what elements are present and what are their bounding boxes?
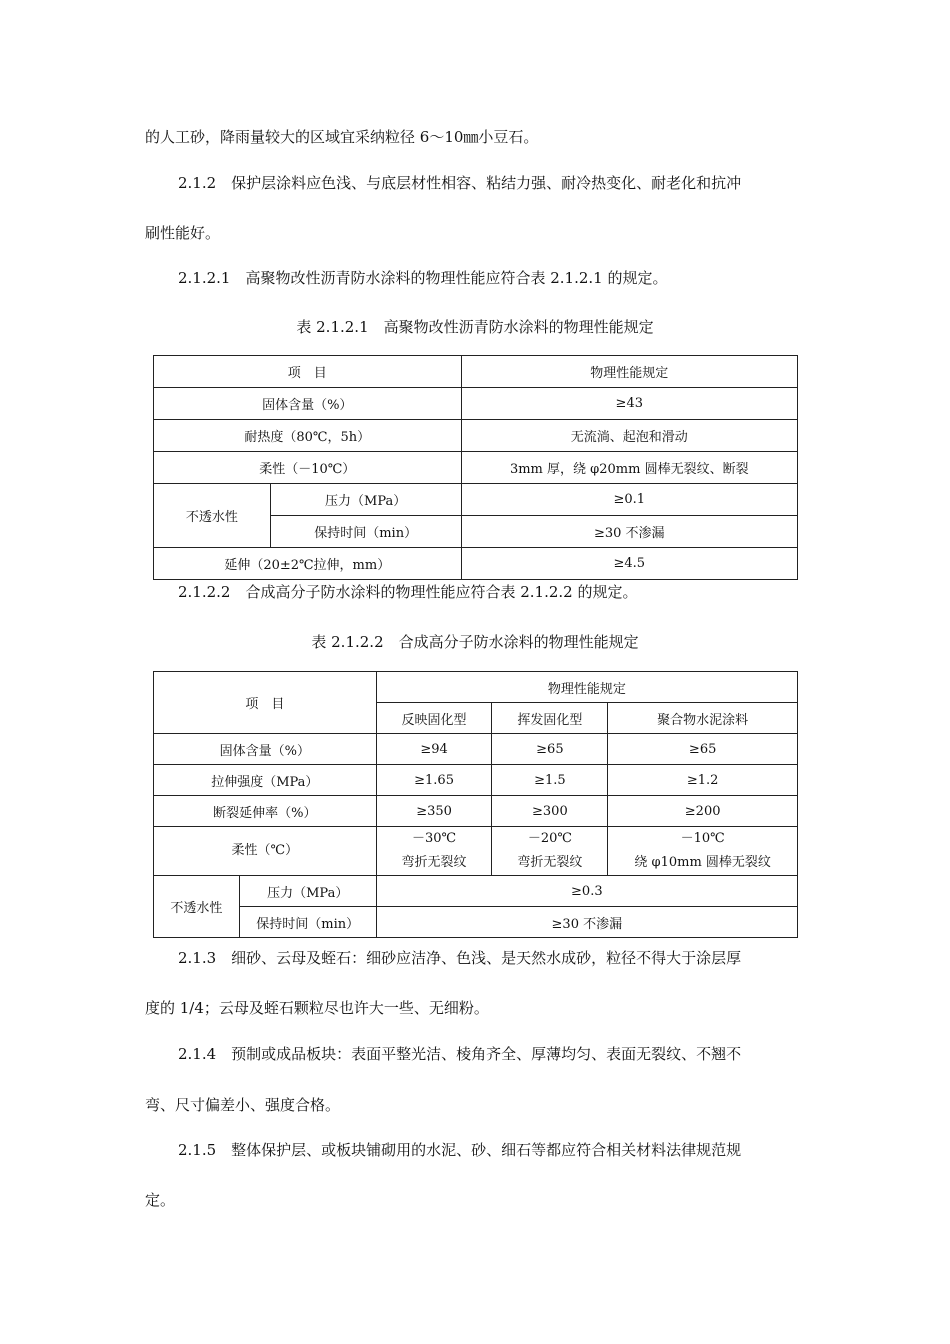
flex-temp: －20℃	[527, 831, 572, 846]
table-2-1-2-1	[153, 355, 798, 580]
table-row	[154, 876, 798, 907]
table-row	[154, 827, 798, 876]
subheader-volatile: 挥发固化型	[492, 703, 608, 734]
impermeable-label: 不透水性	[154, 484, 271, 548]
row-value: ≥65	[492, 734, 608, 765]
table-row	[154, 734, 798, 765]
flex-desc: 绕 φ10mm 圆棒无裂纹	[634, 855, 771, 870]
row-value: ≥300	[492, 796, 608, 827]
paragraph-2-1-5: 2.1.5 整体保护层、或板块铺砌用的水泥、砂、细石等都应符合相关材料法律规范规	[178, 1141, 742, 1159]
flex-temp: －10℃	[680, 831, 725, 846]
flex-desc: 弯折无裂纹	[401, 855, 467, 870]
row-value: ≥65	[608, 734, 798, 765]
row-spec: 无流淌、起泡和滑动	[461, 420, 797, 452]
row-value: ≥1.2	[608, 765, 798, 796]
table2-caption: 表 2.1.2.2 合成高分子防水涂料的物理性能规定	[311, 633, 639, 651]
subheader-reactive: 反映固化型	[376, 703, 492, 734]
paragraph-2-1-4: 2.1.4 预制或成品板块：表面平整光洁、棱角齐全、厚薄均匀、表面无裂纹、不翘不	[178, 1045, 742, 1063]
row-item: 耐热度（80℃，5h）	[154, 420, 462, 452]
table-header-row	[154, 356, 798, 388]
row-spec: 3mm 厚，绕 φ20mm 圆棒无裂纹、断裂	[461, 452, 797, 484]
paragraph-continuation: 弯、尺寸偏差小、强度合格。	[145, 1096, 341, 1114]
header-item: 项 目	[154, 672, 377, 734]
pressure-label: 压力（MPa）	[270, 484, 461, 516]
paragraph-continuation: 定。	[145, 1191, 176, 1209]
pressure-spec: ≥0.1	[461, 484, 797, 516]
table1-caption: 表 2.1.2.1 高聚物改性沥青防水涂料的物理性能规定	[296, 318, 654, 336]
paragraph-2-1-2-1: 2.1.2.1 高聚物改性沥青防水涂料的物理性能应符合表 2.1.2.1 的规定。	[178, 269, 668, 287]
row-item: 断裂延伸率（%）	[154, 796, 377, 827]
impermeable-label: 不透水性	[154, 876, 240, 938]
paragraph-continuation: 度的 1/4；云母及蛭石颗粒尽也许大一些、无细粉。	[145, 999, 489, 1017]
hold-time-spec: ≥30 不渗漏	[376, 907, 797, 938]
paragraph-2-1-2-2: 2.1.2.2 合成高分子防水涂料的物理性能应符合表 2.1.2.2 的规定。	[178, 583, 638, 601]
table-2-1-2-2	[153, 671, 798, 938]
subheader-polymer-cement: 聚合物水泥涂料	[608, 703, 798, 734]
elongation-label: 延伸（20±2℃拉伸，mm）	[154, 548, 462, 580]
flexibility-value	[376, 827, 492, 876]
row-item: 固体含量（%）	[154, 734, 377, 765]
row-item: 拉伸强度（MPa）	[154, 765, 377, 796]
table-row	[154, 765, 798, 796]
table-row	[154, 484, 798, 516]
table-row	[154, 452, 798, 484]
table-row	[154, 388, 798, 420]
row-value: ≥94	[376, 734, 492, 765]
row-value: ≥1.5	[492, 765, 608, 796]
paragraph-continuation: 刷性能好。	[145, 224, 221, 242]
header-spec: 物理性能规定	[461, 356, 797, 388]
row-spec: ≥43	[461, 388, 797, 420]
hold-time-label: 保持时间（min）	[239, 907, 376, 938]
flexibility-value	[608, 827, 798, 876]
header-spec: 物理性能规定	[376, 672, 797, 703]
row-value: ≥200	[608, 796, 798, 827]
paragraph-text: 的人工砂，降雨量较大的区域宜采纳粒径 6～10㎜小豆石。	[145, 128, 539, 146]
table-row	[154, 548, 798, 580]
row-item: 固体含量（%）	[154, 388, 462, 420]
paragraph-2-1-2: 2.1.2 保护层涂料应色浅、与底层材性相容、粘结力强、耐冷热变化、耐老化和抗冲	[178, 174, 742, 192]
table-header-row	[154, 672, 798, 703]
pressure-label: 压力（MPa）	[239, 876, 376, 907]
hold-time-label: 保持时间（min）	[270, 516, 461, 548]
row-value: ≥1.65	[376, 765, 492, 796]
pressure-spec: ≥0.3	[376, 876, 797, 907]
elongation-spec: ≥4.5	[461, 548, 797, 580]
row-value: ≥350	[376, 796, 492, 827]
flex-temp: －30℃	[412, 831, 457, 846]
paragraph-2-1-3: 2.1.3 细砂、云母及蛭石：细砂应洁净、色浅、是天然水成砂，粒径不得大于涂层厚	[178, 949, 742, 967]
table-row	[154, 420, 798, 452]
table-row	[154, 796, 798, 827]
flexibility-label: 柔性（℃）	[154, 827, 377, 876]
row-item: 柔性（－10℃）	[154, 452, 462, 484]
flex-desc: 弯折无裂纹	[517, 855, 583, 870]
table-row	[154, 907, 798, 938]
hold-time-spec: ≥30 不渗漏	[461, 516, 797, 548]
header-item: 项 目	[154, 356, 462, 388]
flexibility-value	[492, 827, 608, 876]
